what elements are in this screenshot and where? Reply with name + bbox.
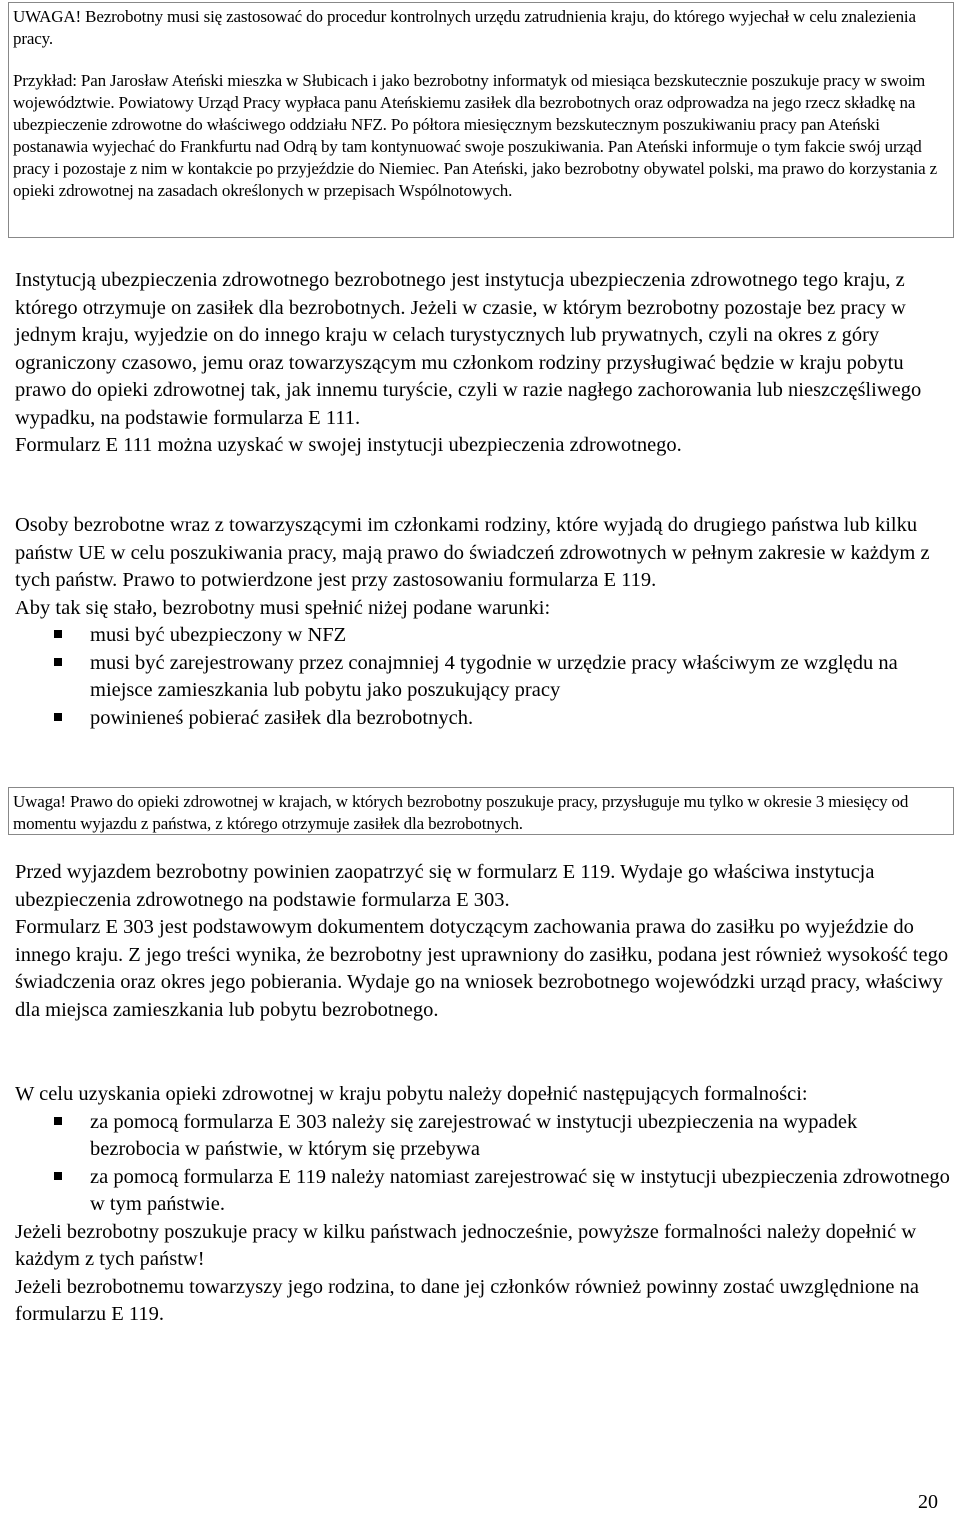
square-bullet-icon <box>54 1172 62 1180</box>
warning-box-control-procedures <box>8 2 954 238</box>
formalities-list <box>15 1109 950 1219</box>
paragraph: Osoby bezrobotne wraz z towarzyszącymi im członkami rodziny, które wyjadą do drugiego państwa lub kilku państw UE w celu poszukiwania pracy, mają prawo do świadczeń zdrowotnych w pełnym zakresie w każdym z tych państw. Prawo to potwierdzone jest przy zastosowaniu formularza E 119. <box>15 514 930 591</box>
conditions-intro: Aby tak się stało, bezrobotny musi spełnić niżej podane warunki: <box>15 596 551 619</box>
square-bullet-icon <box>54 713 62 721</box>
example-paragraph: Przykład: Pan Jarosław Ateński mieszka w Słubicach i jako bezrobotny informatyk od miesiąca bezskutecznie poszukuje pracy w swoim województwie. Powiatowy Urząd Pracy wypłaca panu Ateńskiemu zasiłek dla bezrobotnych oraz odprowadza na jego rzecz składkę na ubezpieczenie zdrowotne do właściwego oddziału NFZ. Po półtora miesięcznym bezskutecznym poszukiwaniu pracy pan Ateński postanawia wyjechać do Frankfurtu nad Odrą by tam kontynuować swoje poszukiwania. Pan Ateński informuje o tym fakcie swój urząd pracy i pozostaje z nim w kontakcie po przyjeździe do Niemiec. Pan Ateński, jako bezrobotny obywatel polski, ma prawo do korzystania z opieki zdrowotnej na zasadach określonych w przepisach Wspólnotowych. <box>13 71 938 200</box>
section-formalities <box>15 1081 950 1329</box>
square-bullet-icon <box>54 1117 62 1125</box>
warning-box-three-months <box>8 787 954 835</box>
square-bullet-icon <box>54 630 62 638</box>
paragraph: Jeżeli bezrobotny poszukuje pracy w kilku państwach jednocześnie, powyższe formalności należy dopełnić w każdym z tych państw! <box>15 1220 917 1270</box>
warning-text: UWAGA! Bezrobotny musi się zastosować do procedur kontrolnych urzędu zatrudnienia kraju, do którego wyjechał w celu znalezienia pracy. <box>13 7 916 48</box>
section-health-insurance-institution <box>15 267 950 460</box>
formalities-intro: W celu uzyskania opieki zdrowotnej w kraju pobytu należy dopełnić następujących formalności: <box>15 1083 808 1105</box>
paragraph: Przed wyjazdem bezrobotny powinien zaopatrzyć się w formularz E 119. Wydaje go właściwa instytucja ubezpieczenia zdrowotnego na podstawie formularza E 303. <box>15 861 875 911</box>
square-bullet-icon <box>54 658 62 666</box>
paragraph: Formularz E 111 można uzyskać w swojej instytucji ubezpieczenia zdrowotnego. <box>15 434 682 456</box>
list-item: za pomocą formularza E 119 należy natomiast zarejestrować się w instytucji ubezpieczenia zdrowotnego w tym państwie. <box>15 1164 950 1219</box>
list-item: powinieneś pobierać zasiłek dla bezrobotnych. <box>15 705 950 733</box>
paragraph: Formularz E 303 jest podstawowym dokumentem dotyczącym zachowania prawa do zasiłku po wyjeździe do innego kraju. Z jego treści wynika, że bezrobotny jest uprawniony do zasiłku, podana jest również wysokość tego świadczenia oraz okres jego pobierania. Wydaje go na wniosek bezrobotnego wojewódzki urząd pracy, właściwy dla miejsca zamieszkania lub pobytu bezrobotnego. <box>15 916 949 1021</box>
section-e303-form <box>15 859 950 1024</box>
paragraph: Jeżeli bezrobotnemu towarzyszy jego rodzina, to dane jej członków również powinny zostać uwzględnione na formularzu E 119. <box>15 1275 919 1325</box>
warning-text: Uwaga! Prawo do opieki zdrowotnej w krajach, w których bezrobotny poszukuje pracy, przysługuje mu tylko w okresie 3 miesięcy od momentu wyjazdu z państwa, z którego otrzymuje zasiłek dla bezrobotnych. <box>13 792 909 833</box>
conditions-list <box>15 622 950 732</box>
paragraph: Instytucją ubezpieczenia zdrowotnego bezrobotnego jest instytucja ubezpieczenia zdrowotnego tego kraju, z którego otrzymuje on zasiłek dla bezrobotnych. Jeżeli w czasie, w którym bezrobotny pozostaje bez pracy w jednym kraju, wyjedzie on do innego kraju w celach turystycznych lub prywatnych, czyli na okres z góry ograniczony czasowo, jemu oraz towarzyszącym mu członkom rodziny przysługiwać będzie w kraju pobytu prawo do opieki zdrowotnej tak, jak innemu turyście, czyli w razie nagłego zachorowania lub nieszczęśliwego wypadku, na podstawie formularza E 111. <box>15 269 922 429</box>
list-item: musi być zarejestrowany przez conajmniej 4 tygodnie w urzędzie pracy właściwym ze względu na miejsce zamieszkania lub pobytu jako poszukujący pracy <box>15 650 950 705</box>
list-item: za pomocą formularza E 303 należy się zarejestrować w instytucji ubezpieczenia na wypadek bezrobocia w państwie, w którym się przebywa <box>15 1109 950 1164</box>
page-number: 20 <box>918 1491 938 1513</box>
section-e119-rights <box>15 512 950 732</box>
list-item: musi być ubezpieczony w NFZ <box>15 622 950 650</box>
